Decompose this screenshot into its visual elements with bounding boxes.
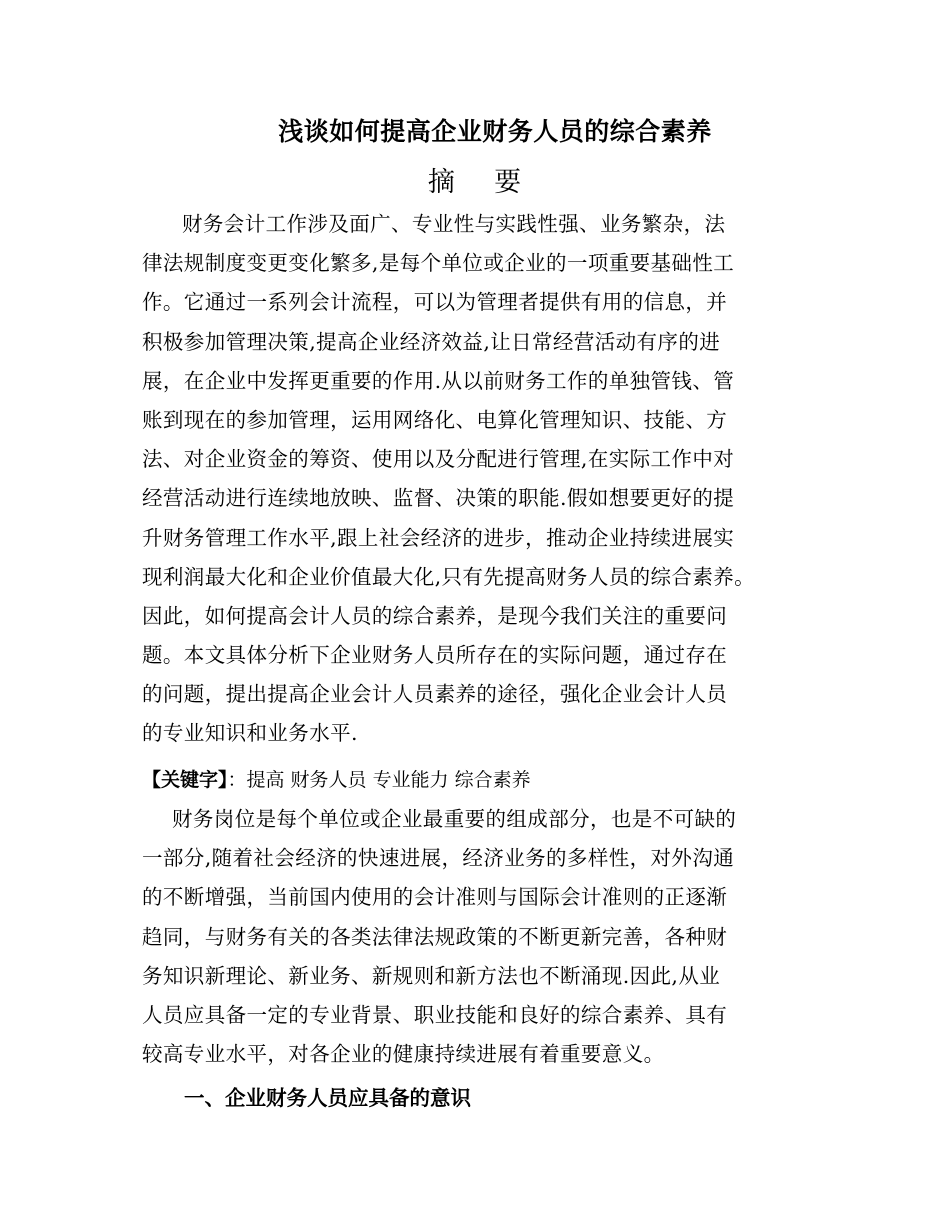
abstract-line: 题。本文具体分析下企业财务人员所存在的实际问题，通过存在	[142, 643, 728, 668]
body-line: 趋同，与财务有关的各类法律法规政策的不断更新完善，各种财	[142, 924, 728, 949]
abstract-line: 的问题，提出提高企业会计人员素养的途径，强化企业会计人员	[142, 682, 728, 707]
abstract-line: 财务会计工作涉及面广、专业性与实践性强、业务繁杂，法	[182, 212, 726, 236]
body-line: 人员应具备一定的专业背景、职业技能和良好的综合素养、具有	[142, 1002, 728, 1027]
abstract-paragraph	[142, 205, 832, 754]
document-title: 浅谈如何提高企业财务人员的综合素养	[278, 117, 712, 146]
abstract-line: 账到现在的参加管理，运用网络化、电算化管理知识、技能、方	[142, 407, 728, 432]
abstract-line: 律法规制度变更变化繁多,是每个单位或企业的一项重要基础性工	[142, 251, 735, 276]
abstract-line: 现利润最大化和企业价值最大化,只有先提高财务人员的综合素养。	[142, 564, 756, 589]
body-line: 一部分,随着社会经济的快速进展，经济业务的多样性，对外沟通	[142, 846, 735, 871]
body-paragraph	[142, 800, 832, 1074]
abstract-line: 升财务管理工作水平,跟上社会经济的进步，推动企业持续进展实	[142, 525, 735, 550]
abstract-line: 经营活动进行连续地放映、监督、决策的职能.假如想要更好的提	[142, 486, 735, 511]
keywords-label: 【关键字】	[142, 769, 228, 791]
body-line: 务知识新理论、新业务、新规则和新方法也不断涌现.因此,从业	[142, 963, 721, 988]
section-heading: 一、企业财务人员应具备的意识	[184, 1086, 471, 1110]
abstract-line: 积极参加管理决策,提高企业经济效益,让日常经营活动有序的进	[142, 329, 721, 354]
body-line: 的不断增强，当前国内使用的会计准则与国际会计准则的正逐渐	[142, 885, 728, 910]
keywords-line	[142, 762, 531, 798]
abstract-line: 因此，如何提高会计人员的综合素养，是现今我们关注的重要问	[142, 603, 728, 628]
abstract-line: 法、对企业资金的筹资、使用以及分配进行管理,在实际工作中对	[142, 447, 735, 472]
keywords-text: ：提高 财务人员 专业能力 综合素养	[227, 769, 531, 791]
body-line: 较高专业水平，对各企业的健康持续进展有着重要意义。	[142, 1042, 665, 1067]
abstract-line: 作。它通过一系列会计流程，可以为管理者提供有用的信息，并	[142, 290, 728, 315]
abstract-heading: 摘 要	[427, 167, 523, 198]
abstract-line: 的专业知识和业务水平.	[142, 721, 358, 746]
body-line: 财务岗位是每个单位或企业最重要的组成部分，也是不可缺的	[172, 807, 737, 831]
abstract-line: 展，在企业中发挥更重要的作用.从以前财务工作的单独管钱、管	[142, 368, 735, 393]
